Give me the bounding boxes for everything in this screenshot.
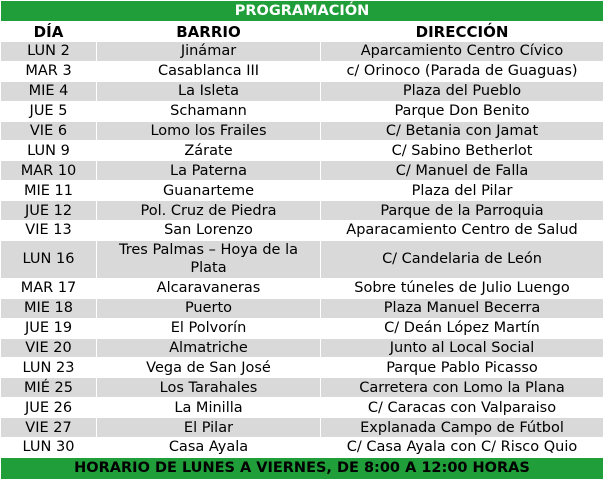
table-row [1,141,603,161]
cell-barrio: Alcaravaneras [97,278,321,298]
cell-dia: VIE 27 [1,418,97,438]
table-row [1,221,603,241]
cell-direccion: C/ Candelaria de León [321,240,603,278]
cell-dia: MIE 11 [1,181,97,201]
cell-barrio: Tres Palmas – Hoya de la Plata [97,240,321,278]
cell-barrio: Guanarteme [97,181,321,201]
table-row [1,61,603,81]
cell-direccion: C/ Caracas con Valparaiso [321,398,603,418]
schedule-footer: HORARIO DE LUNES A VIERNES, DE 8:00 A 12:00 HORAS [1,457,603,479]
cell-barrio: San Lorenzo [97,221,321,241]
cell-dia: VIE 20 [1,338,97,358]
cell-direccion: C/ Casa Ayala con C/ Risco Quio [321,438,603,458]
cell-direccion: C/ Manuel de Falla [321,161,603,181]
header-direccion: DIRECCIÓN [321,22,603,42]
cell-dia: MAR 3 [1,61,97,81]
cell-dia: LUN 9 [1,141,97,161]
cell-barrio: Lomo los Frailes [97,121,321,141]
cell-barrio: Puerto [97,298,321,318]
table-row [1,338,603,358]
cell-dia: MIE 4 [1,81,97,101]
cell-dia: LUN 23 [1,358,97,378]
cell-barrio: Schamann [97,101,321,121]
cell-barrio: Los Tarahales [97,378,321,398]
cell-barrio: El Polvorín [97,318,321,338]
cell-direccion: c/ Orinoco (Parada de Guaguas) [321,61,603,81]
cell-direccion: Plaza del Pueblo [321,81,603,101]
cell-barrio: Casablanca III [97,61,321,81]
cell-direccion: C/ Deán López Martín [321,318,603,338]
cell-barrio: Jinámar [97,42,321,62]
cell-direccion: Junto al Local Social [321,338,603,358]
cell-direccion: C/ Betania con Jamat [321,121,603,141]
table-row [1,121,603,141]
cell-direccion: C/ Sabino Betherlot [321,141,603,161]
table-row [1,398,603,418]
title-row [1,1,603,22]
table-row [1,201,603,221]
cell-barrio: Pol. Cruz de Piedra [97,201,321,221]
cell-direccion: Parque Pablo Picasso [321,358,603,378]
cell-barrio: La Isleta [97,81,321,101]
cell-barrio: Zárate [97,141,321,161]
table-row [1,42,603,62]
cell-dia: MIE 18 [1,298,97,318]
cell-direccion: Carretera con Lomo la Plana [321,378,603,398]
table-row [1,438,603,458]
cell-dia: MAR 17 [1,278,97,298]
cell-direccion: Aparcamiento Centro Cívico [321,42,603,62]
cell-barrio: Almatriche [97,338,321,358]
table-row [1,161,603,181]
cell-dia: LUN 30 [1,438,97,458]
cell-barrio: La Minilla [97,398,321,418]
table-row [1,318,603,338]
footer-row [1,457,603,479]
header-dia: DÍA [1,22,97,42]
cell-dia: LUN 2 [1,42,97,62]
cell-dia: MAR 10 [1,161,97,181]
cell-dia: JUE 12 [1,201,97,221]
cell-dia: LUN 16 [1,240,97,278]
cell-direccion: Explanada Campo de Fútbol [321,418,603,438]
table-title: PROGRAMACIÓN [1,1,603,22]
cell-direccion: Parque de la Parroquia [321,201,603,221]
table-row [1,181,603,201]
header-barrio: BARRIO [97,22,321,42]
header-row [1,22,603,42]
cell-dia: JUE 19 [1,318,97,338]
cell-direccion: Plaza del Pilar [321,181,603,201]
table-row [1,101,603,121]
cell-dia: JUE 5 [1,101,97,121]
table-row [1,298,603,318]
table-row [1,418,603,438]
cell-direccion: Parque Don Benito [321,101,603,121]
table-row [1,81,603,101]
cell-dia: JUE 26 [1,398,97,418]
table-row [1,378,603,398]
cell-dia: VIE 6 [1,121,97,141]
cell-direccion: Sobre túneles de Julio Luengo [321,278,603,298]
table-row [1,278,603,298]
cell-barrio: Casa Ayala [97,438,321,458]
cell-barrio: La Paterna [97,161,321,181]
table-row [1,240,603,278]
cell-barrio: Vega de San José [97,358,321,378]
cell-barrio: El Pilar [97,418,321,438]
table-row [1,358,603,378]
cell-dia: MIÉ 25 [1,378,97,398]
cell-dia: VIE 13 [1,221,97,241]
cell-direccion: Plaza Manuel Becerra [321,298,603,318]
cell-direccion: Aparacamiento Centro de Salud [321,221,603,241]
